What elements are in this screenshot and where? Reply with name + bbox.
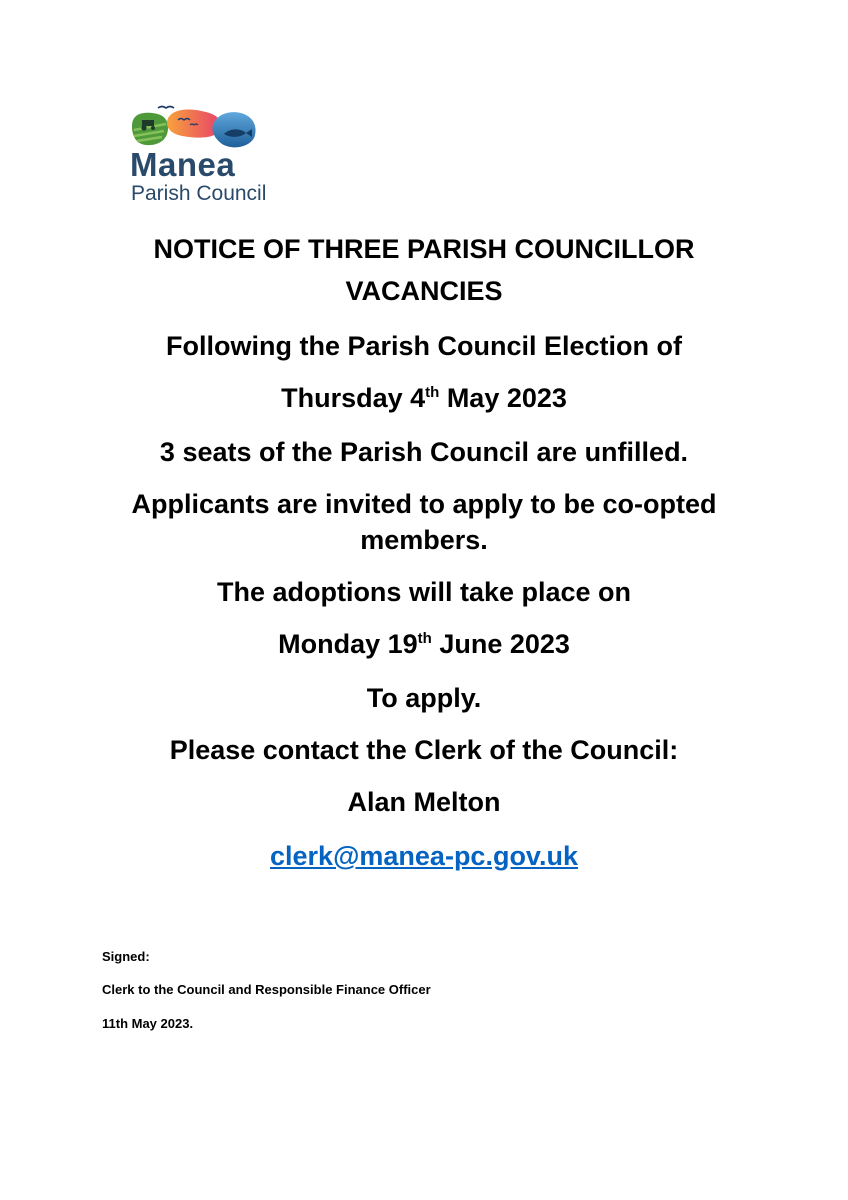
signer-role: Clerk to the Council and Responsible Finance Officer: [102, 982, 431, 997]
adoption-date: [100, 626, 748, 662]
notice-body: [100, 228, 748, 874]
adoptions-text: The adoptions will take place on: [216, 577, 632, 607]
adoption-date-day: Monday 19: [278, 629, 418, 659]
logo-name: Manea: [130, 146, 236, 183]
signed-label: Signed:: [102, 949, 150, 964]
election-date: [100, 380, 748, 416]
election-date-day: Thursday 4: [281, 383, 426, 413]
adoption-date-month-year: June 2023: [431, 629, 570, 659]
signature-date: 11th May 2023.: [102, 1016, 194, 1031]
clerk-name: Alan Melton: [347, 787, 501, 817]
to-apply-text: To apply.: [366, 683, 482, 713]
applicants-text: Applicants are invited to apply to be co-opted members.: [131, 489, 717, 555]
adoption-date-ordinal: th: [417, 630, 432, 647]
election-date-ordinal: th: [425, 384, 440, 401]
clerk-email-link[interactable]: clerk@manea-pc.gov.uk: [270, 841, 578, 871]
contact-text: Please contact the Clerk of the Council:: [169, 735, 679, 765]
following-text: Following the Parish Council Election of: [165, 331, 683, 361]
seats-text: 3 seats of the Parish Council are unfilled.: [159, 437, 689, 467]
logo-subtitle: Parish Council: [131, 182, 267, 205]
signature-block: [102, 948, 431, 1033]
notice-title: NOTICE OF THREE PARISH COUNCILLOR VACANCIES: [153, 234, 695, 306]
council-logo: [128, 104, 318, 208]
election-date-month-year: May 2023: [439, 383, 567, 413]
